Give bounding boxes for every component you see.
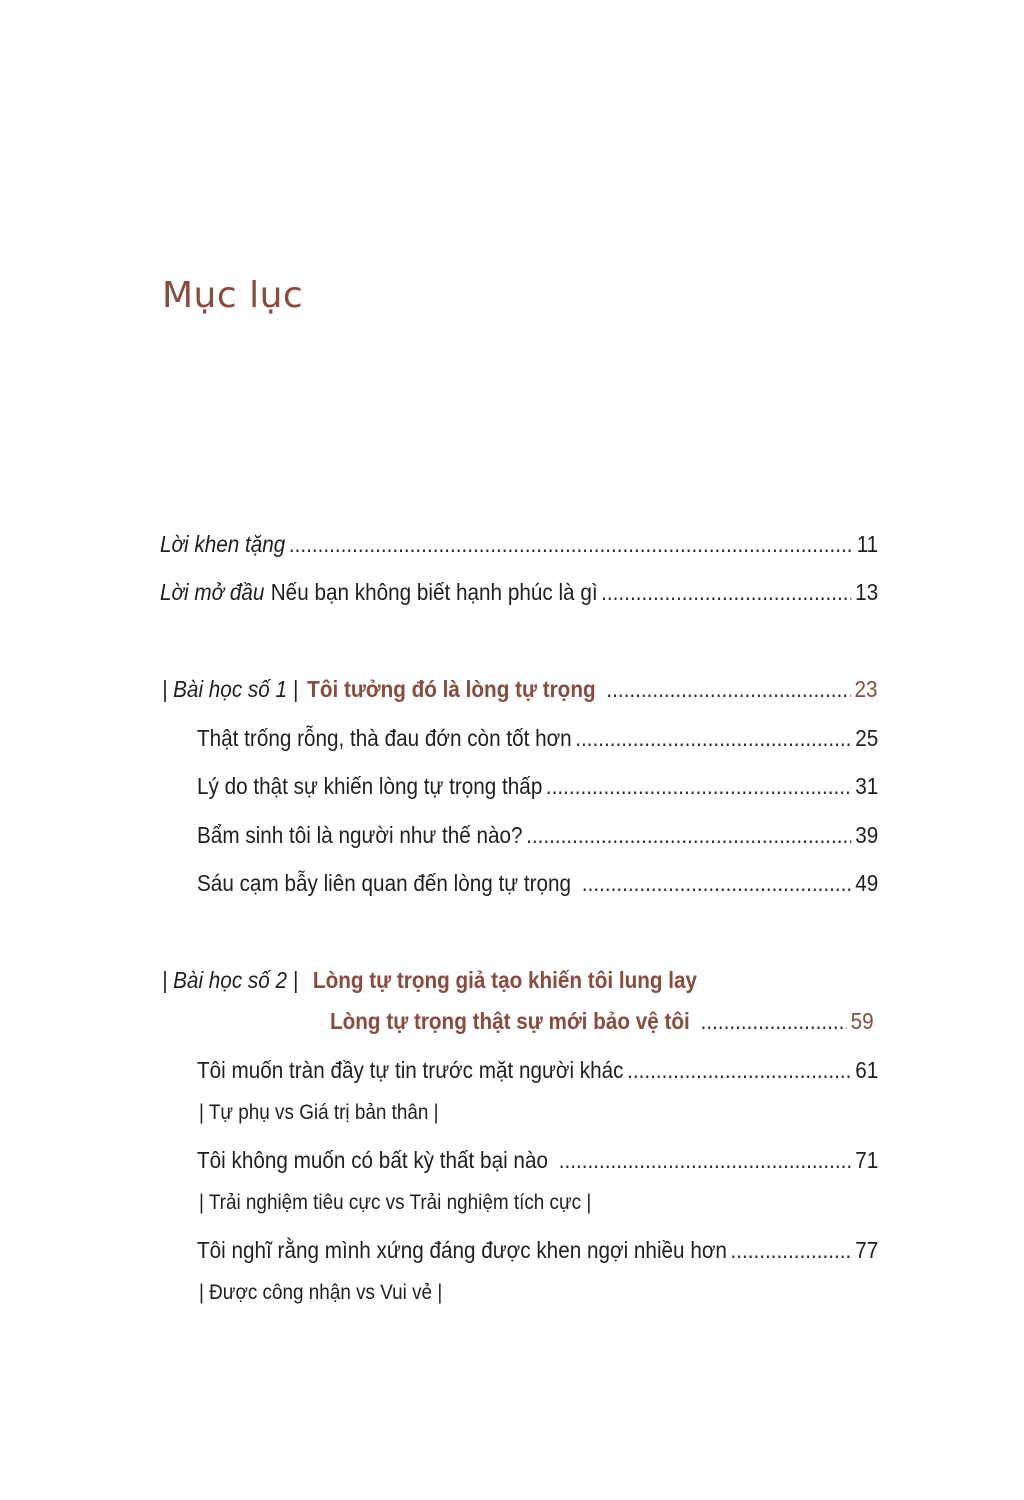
page-number: 13: [855, 579, 879, 605]
toc-entry[interactable]: [197, 1053, 878, 1087]
lesson-prefix: | Bài học số 2 |: [162, 967, 299, 993]
dot-leader: [701, 1004, 847, 1038]
toc-entry[interactable]: [197, 1143, 878, 1177]
toc-entry-subline: | Được công nhận vs Vui vẻ |: [199, 1281, 443, 1304]
dot-leader: [289, 527, 853, 561]
page-number: 59: [850, 1008, 874, 1034]
page-number: 49: [855, 870, 879, 896]
toc-entry-label: Bẩm sinh tôi là người như thế nào?: [197, 822, 523, 848]
toc-entry[interactable]: [197, 769, 878, 803]
toc-entry-label: Lời khen tặng: [160, 531, 286, 557]
toc-entry-label: Tôi nghĩ rằng mình xứng đáng được khen ngợi nhiều hơn: [197, 1237, 727, 1263]
lesson-title: Tôi tưởng đó là lòng tự trọng: [307, 676, 596, 702]
toc-entry-label: Thật trống rỗng, thà đau đớn còn tốt hơn: [197, 725, 572, 751]
lesson-title-line-1: Lòng tự trọng giả tạo khiến tôi lung lay: [312, 967, 698, 993]
page-number: 11: [856, 531, 879, 557]
dot-leader: [546, 769, 852, 803]
toc-lesson-2-line-2[interactable]: [330, 1004, 874, 1038]
dot-leader: [606, 672, 850, 706]
page-number: 77: [855, 1237, 879, 1263]
page-number: 23: [854, 676, 878, 702]
lesson-prefix: | Bài học số 1 |: [162, 676, 299, 702]
dot-leader: [627, 1053, 852, 1087]
toc-entry-label: Lời mở đầu: [160, 579, 265, 605]
toc-entry-subtitle: Nếu bạn không biết hạnh phúc là gì: [270, 579, 598, 605]
toc-entry[interactable]: [197, 818, 878, 852]
toc-entry-label: Tôi không muốn có bất kỳ thất bại nào: [197, 1147, 548, 1173]
toc-entry[interactable]: [197, 866, 878, 900]
toc-entry-subline: | Tự phụ vs Giá trị bản thân |: [199, 1101, 439, 1124]
dot-leader: [731, 1233, 852, 1267]
page-number: 31: [855, 773, 879, 799]
toc-entry-label: Lý do thật sự khiến lòng tự trọng thấp: [197, 773, 543, 799]
toc-entry-subline: | Trải nghiệm tiêu cực vs Trải nghiệm tích cực |: [199, 1191, 592, 1214]
toc-lesson-1[interactable]: [162, 672, 878, 706]
toc-entry-preface[interactable]: [160, 575, 878, 609]
dot-leader: [559, 1143, 852, 1177]
page-number: 39: [855, 822, 879, 848]
page-number: 25: [855, 725, 879, 751]
dot-leader: [575, 721, 851, 755]
dot-leader: [601, 575, 851, 609]
toc-entry[interactable]: [197, 1233, 878, 1267]
dot-leader: [582, 866, 852, 900]
toc-entry-praise[interactable]: [160, 527, 878, 561]
lesson-title-line-2: Lòng tự trọng thật sự mới bảo vệ tôi: [330, 1008, 690, 1034]
page-number: 71: [855, 1147, 879, 1173]
toc-lesson-2-head[interactable]: [162, 963, 697, 997]
toc-entry[interactable]: [197, 721, 878, 755]
toc-entry-label: Tôi muốn tràn đầy tự tin trước mặt người khác: [197, 1057, 624, 1083]
page-number: 61: [855, 1057, 879, 1083]
page-title: Mục lục: [162, 275, 304, 316]
toc-entry-label: Sáu cạm bẫy liên quan đến lòng tự trọng: [197, 870, 572, 896]
dot-leader: [526, 818, 852, 852]
